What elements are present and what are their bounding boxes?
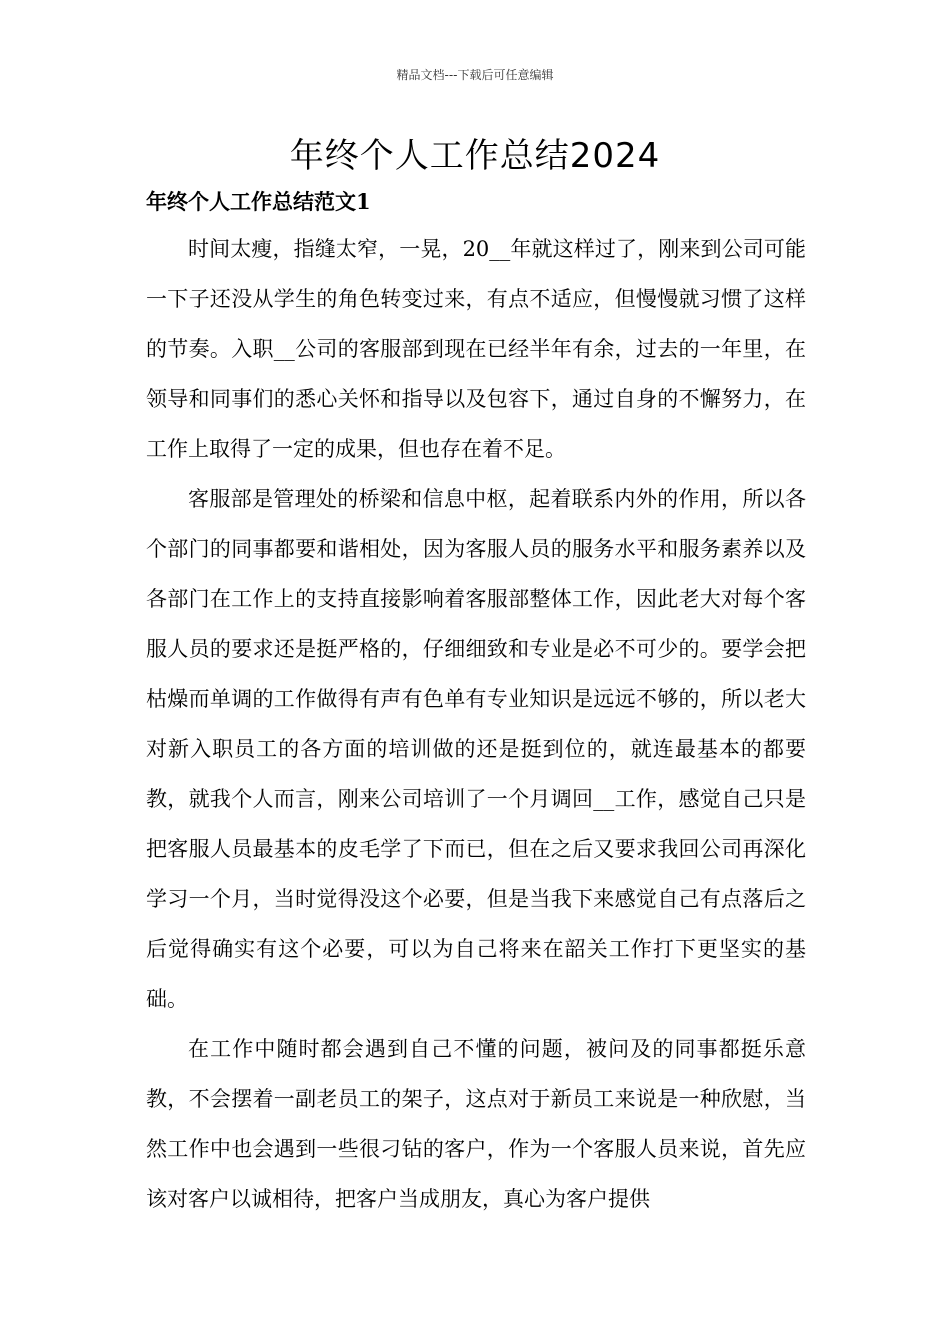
- paragraph-text: 在工作中随时都会遇到自己不懂的问题，被问及的同事都挺乐意教，不会摆着一副老员工的架子，这点对于新员工来说是一种欣慰，当然工作中也会遇到一些很刁钻的客户，作为一个客服人员来说，首先应该对客户以诚相待，把客户当成朋友，真心为客户提供: [146, 1037, 806, 1211]
- paragraph-text: 客服部是管理处的桥梁和信息中枢，起着联系内外的作用，所以各个部门的同事都要和谐相处，因为客服人员的服务水平和服务素养以及各部门在工作上的支持直接影响着客服部整体工作，因此老大对每个客服人员的要求还是挺严格的，仔细细致和专业是必不可少的。要学会把枯燥而单调的工作做得有声有色单有专业知识是远远不够的，所以老大对新入职员工的各方面的培训做的还是挺到位的，就连最基本的都要教，就我个人而言，刚来公司培训了一个月调回__工作，感觉自己只是把客服人员最基本的皮毛学了下而已，但在之后又要求我回公司再深化学习一个月，当时觉得没这个必要，但是当我下来感觉自己有点落后之后觉得确实有这个必要，可以为自己将来在韶关工作打下更坚实的基础。: [146, 487, 806, 1011]
- document-title: 年终个人工作总结2024: [289, 136, 661, 176]
- document-body: [146, 224, 806, 1224]
- paragraph-3: [146, 1024, 806, 1224]
- paragraph-1: [146, 224, 806, 474]
- header-note: 精品文档---下载后可任意编辑: [396, 68, 554, 82]
- document-subheading: 年终个人工作总结范文1: [146, 189, 371, 214]
- paragraph-text: 时间太瘦，指缝太窄，一晃，20__年就这样过了，刚来到公司可能一下子还没从学生的角色转变过来，有点不适应，但慢慢就习惯了这样的节奏。入职__公司的客服部到现在已经半年有余，过去的一年里，在领导和同事们的悉心关怀和指导以及包容下，通过自身的不懈努力，在工作上取得了一定的成果，但也存在着不足。: [146, 237, 806, 461]
- paragraph-2: [146, 474, 806, 1024]
